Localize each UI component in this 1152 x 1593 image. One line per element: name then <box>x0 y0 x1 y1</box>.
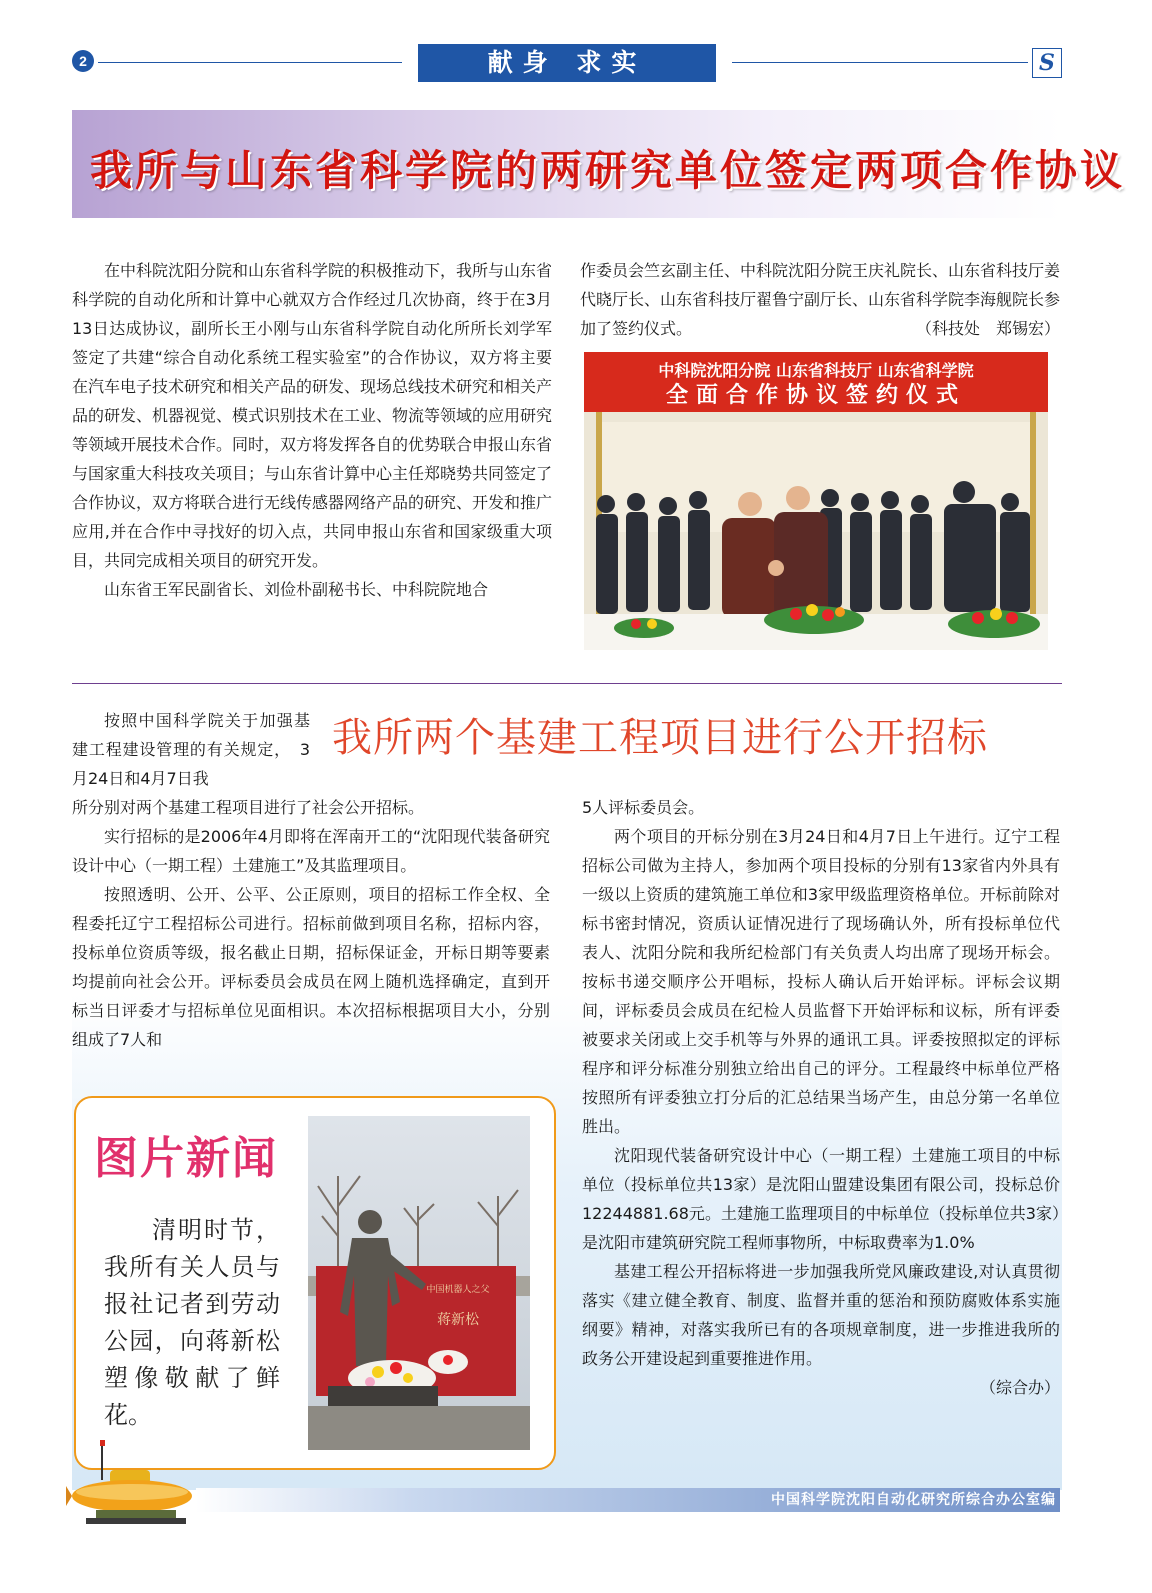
article2-paragraph: 所分别对两个基建工程项目进行了社会公开招标。 <box>72 798 425 817</box>
signing-ceremony-illustration <box>584 352 1048 650</box>
header-rule-right <box>732 62 1028 63</box>
plaque-line2: 蒋新松 <box>437 1312 479 1328</box>
photo-banner-line1: 中科院沈阳分院 山东省科技厅 山东省科学院 <box>658 361 974 380</box>
article2-right-column <box>582 793 1060 1402</box>
article1-right-column <box>580 256 1060 343</box>
article2-paragraph: 5人评标委员会。 <box>582 798 705 817</box>
header-rule-left <box>98 62 402 63</box>
photo-news-caption <box>104 1212 280 1434</box>
photo-news-title: 图片新闻 <box>94 1133 278 1184</box>
article2-paragraph: 按照中国科学院关于加强基建工程建设管理的有关规定， 3月24日和4月7日我 <box>72 711 310 788</box>
article2-left-column <box>72 793 550 1054</box>
article1-left-column <box>72 256 552 604</box>
sia-logo: S <box>1032 48 1062 78</box>
statue-photo <box>308 1116 530 1450</box>
article1-paragraph: 山东省王军民副省长、刘俭朴副秘书长、中科院院地合 <box>104 580 489 599</box>
article-divider <box>72 683 1062 684</box>
article2-paragraph: 实行招标的是2006年4月即将在浑南开工的“沈阳现代装备研究设计中心（一期工程）土建施工”及其监理项目。 <box>72 827 550 875</box>
article2-paragraph: 沈阳现代装备研究设计中心（一期工程）土建施工项目的中标单位（投标单位共13家）是沈阳山盟建设集团有限公司，投标总价12244881.68元。土建施工监理项目的中标单位（投标单位共3家）是沈阳市建筑研究院工程师事物所，中标取费率为1.0% <box>582 1146 1060 1252</box>
masthead: 献身 求实 <box>418 44 716 82</box>
article2-author: （综合办） <box>979 1378 1060 1397</box>
statue-illustration <box>308 1116 530 1450</box>
article1-author: （科技处 郑锡宏） <box>915 319 1060 338</box>
article2-paragraph: 按照透明、公开、公平、公正原则，项目的招标工作全权、全程委托辽宁工程招标公司进行。招标前做到项目名称，招标内容，投标单位资质等级，报名截止日期，招标保证金，开标日期等要素均提前向社会公开。评标委员会成员在网上随机选择确定，直到开标当日评委才与招标单位见面相识。本次招标根据项目大小，分别组成了7人和 <box>72 885 550 1049</box>
photo-banner-line2: 全面合作协议签约仪式 <box>665 383 967 408</box>
page-number: 2 <box>72 50 94 72</box>
submarine-icon <box>66 1440 206 1526</box>
photo-news-text: 清明时节，我所有关人员与报社记者到劳动公园，向蒋新松塑像敬献了鲜花。 <box>104 1216 280 1429</box>
article2-title: 我所两个基建工程项目进行公开招标 <box>332 715 988 761</box>
footer-text: 中国科学院沈阳自动化研究所综合办公室编 <box>771 1492 1056 1508</box>
article2-paragraph: 两个项目的开标分别在3月24日和4月7日上午进行。辽宁工程招标公司做为主持人，参加两个项目投标的分别有13家省内外具有一级以上资质的建筑施工单位和3家甲级监理资格单位。开标前除对标书密封情况，资质认证情况进行了现场确认外，所有投标单位代表人、沈阳分院和我所纪检部门有关负责人均出席了现场开标会。按标书递交顺序公开唱标，投标人确认后开始评标。评标会议期间，评标委员会成员在纪检人员监督下开始评标和议标，所有评委被要求关闭或上交手机等与外界的通讯工具。评委按照拟定的评标程序和评分标准分别独立给出自己的评分。工程最终中标单位严格按照所有评委独立打分后的汇总结果当场产生，由总分第一名单位胜出。 <box>582 827 1060 1136</box>
article2-intro <box>72 706 310 793</box>
article1-title: 我所与山东省科学院的两研究单位签定两项合作协议 <box>90 146 1126 195</box>
signing-ceremony-photo <box>584 352 1048 650</box>
article1-paragraph: 在中科院沈阳分院和山东省科学院的积极推动下，我所与山东省科学院的自动化所和计算中心就双方合作经过几次协商，终于在3月13日达成协议，副所长王小刚与山东省科学院自动化所所长刘学军签定了共建“综合自动化系统工程实验室”的合作协议，双方将主要在汽车电子技术研究和相关产品的研发、现场总线技术研究和相关产品的研发、机器视觉、模式识别技术在工业、物流等领域的应用研究等领域开展技术合作。同时，双方将发挥各自的优势联合申报山东省与国家重大科技攻关项目；与山东省计算中心主任郑晓势共同签定了合作协议，双方将联合进行无线传感器网络产品的研究、开发和推广应用,并在合作中寻找好的切入点，共同申报山东省和国家级重大项目，共同完成相关项目的研究开发。 <box>72 261 553 570</box>
plaque-line1: 中国机器人之父 <box>426 1285 490 1295</box>
article2-paragraph: 基建工程公开招标将进一步加强我所党风廉政建设,对认真贯彻落实《建立健全教育、制度、监督并重的惩治和预防腐败体系实施纲要》精神，对落实我所已有的各项规章制度，进一步推进我所的政务公开建设起到重要推进作用。 <box>582 1262 1060 1368</box>
article1-right-text: 作委员会竺玄副主任、中科院沈阳分院王庆礼院长、山东省科技厅姜代晓厅长、山东省科技厅翟鲁宁副厅长、山东省科学院李海舰院长参加了签约仪式。 <box>580 261 1061 338</box>
article1-paragraph <box>580 256 1060 343</box>
